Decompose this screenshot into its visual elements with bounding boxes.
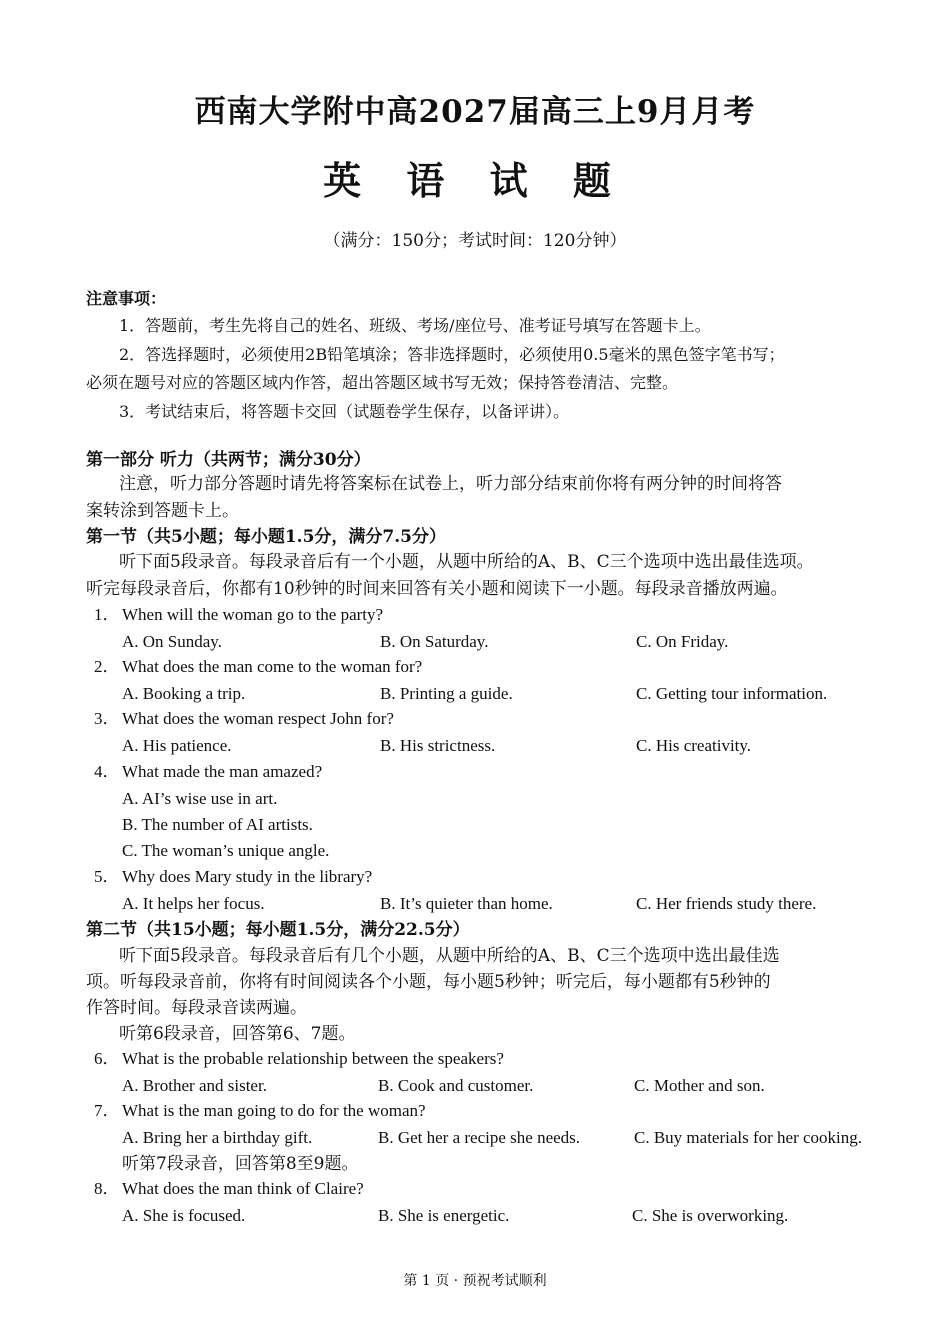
question-number: 2． (94, 657, 120, 676)
option-a: A. She is focused. (122, 1206, 246, 1225)
notice-item: 2．答选择题时，必须使用2B铅笔填涂；答非选择题时，必须使用0.5毫米的黑色签字笔书写； (119, 345, 785, 364)
section2-intro: 听下面5段录音。每段录音后有几个小题，从题中所给的A、B、C三个选项中选出最佳选 (119, 946, 780, 966)
notice-item: 3．考试结束后，将答题卡交回（试题卷学生保存，以备评讲）。 (119, 402, 570, 421)
option-a: A. Bring her a birthday gift. (122, 1128, 313, 1147)
option-b: B. Printing a guide. (380, 684, 513, 703)
question-number: 4． (94, 762, 120, 781)
question-text: What does the man think of Claire? (122, 1179, 364, 1198)
section2-heading: 第二节（共15小题；每小题1.5分，满分22.5分） (86, 920, 470, 940)
option-b: B. She is energetic. (378, 1206, 510, 1225)
page-footer: 第 1 页 · 预祝考试顺利 (403, 1273, 547, 1289)
subject-title: 英 语 试 题 (323, 158, 627, 203)
option-c: C. On Friday. (636, 632, 729, 651)
notice-item: 必须在题号对应的答题区域内作答，超出答题区域书写无效；保持答卷清洁、完整。 (86, 373, 679, 392)
notice-item: 1．答题前，考生先将自己的姓名、班级、考场/座位号、准考证号填写在答题卡上。 (119, 316, 711, 335)
question-number: 1． (94, 605, 120, 624)
exam-title: 西南大学附中高2027届高三上9月月考 (194, 94, 756, 130)
question-text: What does the man come to the woman for? (122, 657, 423, 676)
question-text: When will the woman go to the party? (122, 605, 384, 624)
option-b: B. It’s quieter than home. (380, 894, 553, 913)
option-a: A. Booking a trip. (122, 684, 246, 703)
option-a: A. It helps her focus. (122, 894, 265, 913)
part1-intro: 注意，听力部分答题时请先将答案标在试卷上，听力部分结束前你将有两分钟的时间将答 (119, 474, 782, 494)
question-text: What is the man going to do for the woman? (122, 1101, 426, 1120)
option-a: A. On Sunday. (122, 632, 222, 651)
notice-heading: 注意事项： (86, 289, 167, 308)
option-b: B. Cook and customer. (378, 1076, 534, 1095)
question-number: 8． (94, 1179, 120, 1198)
option-c: C. Buy materials for her cooking. (634, 1128, 863, 1147)
option-c: C. The woman’s unique angle. (122, 841, 330, 860)
section1-intro: 听下面5段录音。每段录音后有一个小题，从题中所给的A、B、C三个选项中选出最佳选项。 (119, 552, 814, 572)
part1-intro: 案转涂到答题卡上。 (86, 501, 239, 521)
section1-heading: 第一节（共5小题；每小题1.5分，满分7.5分） (86, 527, 446, 547)
option-c: C. His creativity. (636, 736, 752, 755)
option-c: C. Mother and son. (634, 1076, 765, 1095)
question-number: 3． (94, 709, 120, 728)
listen-instruction: 听第6段录音，回答第6、7题。 (119, 1024, 356, 1044)
option-b: B. On Saturday. (380, 632, 489, 651)
option-a: A. His patience. (122, 736, 232, 755)
question-number: 5． (94, 867, 120, 886)
part1-heading: 第一部分 听力（共两节；满分30分） (86, 450, 371, 470)
option-c: C. Her friends study there. (636, 894, 817, 913)
section2-intro: 作答时间。每段录音读两遍。 (86, 998, 307, 1018)
option-b: B. The number of AI artists. (122, 815, 313, 834)
question-number: 7． (94, 1101, 120, 1120)
section2-intro: 项。听每段录音前，你将有时间阅读各个小题，每小题5秒钟；听完后，每小题都有5秒钟的 (86, 972, 771, 992)
exam-meta: （满分：150分；考试时间：120分钟） (323, 231, 627, 251)
section1-intro: 听完每段录音后，你都有10秒钟的时间来回答有关小题和阅读下一小题。每段录音播放两遍。 (86, 579, 788, 599)
question-number: 6． (94, 1049, 120, 1068)
question-text: What does the woman respect John for? (122, 709, 394, 728)
option-c: C. Getting tour information. (636, 684, 828, 703)
option-b: B. His strictness. (380, 736, 496, 755)
option-b: B. Get her a recipe she needs. (378, 1128, 581, 1147)
option-a: A. Brother and sister. (122, 1076, 267, 1095)
option-a: A. AI’s wise use in art. (122, 789, 278, 808)
question-text: What made the man amazed? (122, 762, 323, 781)
listen-instruction: 听第7段录音，回答第8至9题。 (122, 1154, 359, 1174)
question-text: What is the probable relationship between the speakers? (122, 1049, 504, 1068)
option-c: C. She is overworking. (632, 1206, 789, 1225)
question-text: Why does Mary study in the library? (122, 867, 373, 886)
